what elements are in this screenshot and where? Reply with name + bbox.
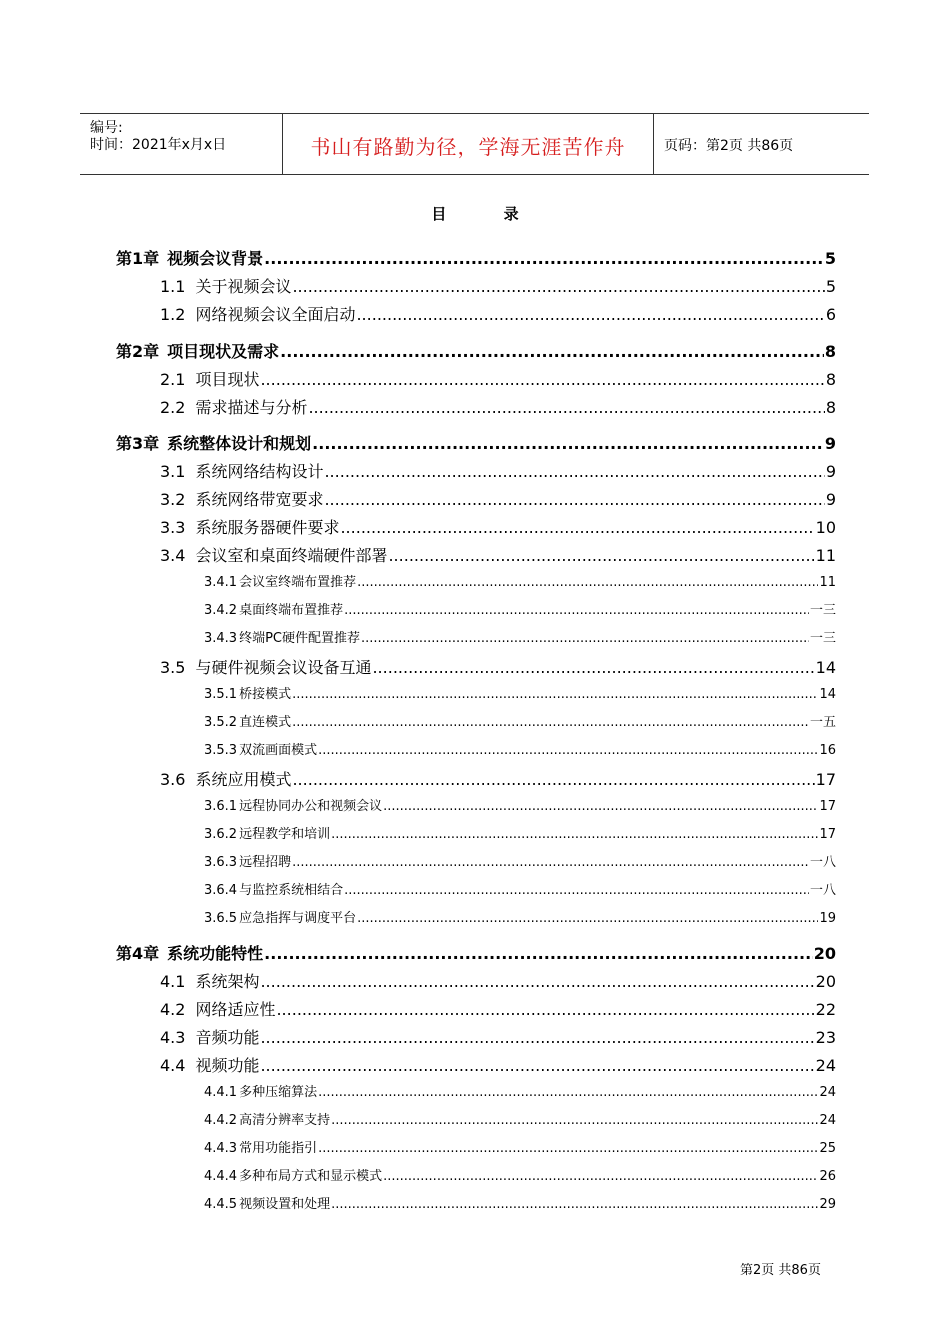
toc-entry[interactable] (160, 367, 836, 390)
toc-entry-page: 9 (825, 490, 836, 509)
toc-entry-label (160, 997, 275, 1020)
toc-entry-number: 4.4.4 (204, 1169, 238, 1184)
toc-dot-leader (357, 911, 818, 926)
toc-entry[interactable] (160, 543, 836, 566)
toc-entry-number: 4.4.3 (204, 1141, 238, 1156)
toc-entry-page: 24 (819, 1085, 836, 1100)
toc-dot-leader (260, 370, 824, 389)
toc-entry[interactable] (204, 907, 836, 926)
toc-dot-leader (344, 883, 809, 898)
toc-entry-text: 多种布局方式和显示模式 (239, 1169, 383, 1184)
toc-entry[interactable] (204, 1081, 836, 1100)
toc-entry[interactable] (160, 969, 836, 992)
toc-dot-leader (383, 799, 818, 814)
toc-entry[interactable] (160, 395, 836, 418)
toc-entry-number: 4.4.2 (204, 1113, 238, 1128)
toc-entry-page: 11 (815, 546, 836, 565)
toc-entry-label (160, 515, 339, 538)
footer-page-number: 第2页 共86页 (740, 1263, 821, 1278)
toc-entry[interactable] (204, 599, 836, 618)
toc-entry-text: 视频功能 (195, 1056, 260, 1075)
toc-entry-number: 3.4 (160, 546, 186, 565)
toc-entry-number: 3.3 (160, 518, 186, 537)
toc-entry-text: 高清分辨率支持 (239, 1113, 331, 1128)
toc-entry-number: 3.6.4 (204, 883, 238, 898)
toc-entry-number: 3.5.2 (204, 715, 238, 730)
toc-dot-leader (292, 277, 824, 296)
toc-dot-leader (331, 827, 818, 842)
toc-entry-number: 第3章 (116, 434, 160, 453)
toc-entry-page: 10 (815, 518, 836, 537)
toc-dot-leader (388, 546, 814, 565)
toc-entry-label (160, 302, 355, 325)
document-header (80, 113, 869, 175)
toc-entry-number: 3.6.1 (204, 799, 238, 814)
toc-entry-label (204, 571, 356, 590)
toc-entry-text: 与硬件视频会议设备互通 (195, 658, 372, 677)
toc-entry-label (204, 1137, 317, 1156)
toc-dot-leader (324, 462, 824, 481)
toc-entry-page: 22 (815, 1000, 836, 1019)
toc-entry-number: 3.4.2 (204, 603, 238, 618)
toc-dot-leader (292, 687, 818, 702)
toc-dot-leader (361, 631, 809, 646)
toc-entry-page: 5 (824, 249, 836, 268)
toc-entry-text: 网络适应性 (195, 1000, 276, 1019)
toc-dot-leader (260, 972, 814, 991)
toc-entry[interactable] (204, 795, 836, 814)
toc-entry-label (204, 851, 291, 870)
toc-entry-page: 8 (825, 398, 836, 417)
toc-dot-leader (324, 490, 824, 509)
toc-entry-number: 4.1 (160, 972, 186, 991)
toc-entry-text: 与监控系统相结合 (239, 883, 344, 898)
toc-dot-leader (344, 603, 809, 618)
toc-entry-text: 系统服务器硬件要求 (195, 518, 340, 537)
toc-entry-page: 一八 (809, 855, 836, 870)
toc-entry[interactable] (160, 997, 836, 1020)
toc-entry-page: 11 (819, 575, 836, 590)
toc-entry-text: 桥接模式 (239, 687, 292, 702)
toc-entry-number: 第4章 (116, 944, 160, 963)
toc-dot-leader (264, 249, 824, 268)
toc-entry[interactable] (160, 274, 836, 297)
toc-entry-page: 5 (825, 277, 836, 296)
toc-dot-leader (260, 1056, 814, 1075)
toc-dot-leader (318, 1141, 818, 1156)
toc-entry-page: 26 (819, 1169, 836, 1184)
toc-entry[interactable] (160, 1053, 836, 1076)
toc-entry-label (204, 795, 382, 814)
toc-entry-number: 1.2 (160, 305, 186, 324)
toc-entry-label (160, 655, 371, 678)
toc-entry-text: 系统功能特性 (167, 944, 264, 963)
toc-entry-number: 第1章 (116, 249, 160, 268)
toc-entry-text: 系统网络结构设计 (195, 462, 324, 481)
toc-entry[interactable] (160, 459, 836, 482)
toc-entry-number: 3.6 (160, 770, 186, 789)
toc-entry-page: 24 (819, 1113, 836, 1128)
toc-entry-label (204, 1165, 382, 1184)
toc-entry-page: 一三 (809, 631, 836, 646)
toc-entry-number: 3.2 (160, 490, 186, 509)
toc-entry-label (116, 246, 263, 269)
toc-entry-label (160, 1053, 259, 1076)
toc-entry-label (160, 767, 291, 790)
toc-entry-text: 项目现状 (195, 370, 260, 389)
toc-entry-page: 6 (825, 305, 836, 324)
toc-entry[interactable] (160, 515, 836, 538)
header-page-cell (654, 114, 869, 174)
toc-entry-page: 23 (815, 1028, 836, 1047)
toc-entry-page: 17 (819, 827, 836, 842)
toc-entry-text: 会议室和桌面终端硬件部署 (195, 546, 388, 565)
header-motto-cell (282, 114, 654, 174)
toc-entry-number: 4.3 (160, 1028, 186, 1047)
toc-entry-label (204, 739, 317, 758)
toc-entry[interactable] (204, 1109, 836, 1128)
toc-entry-text: 应急指挥与调度平台 (239, 911, 357, 926)
toc-entry-page: 16 (819, 743, 836, 758)
toc-entry-text: 系统架构 (195, 972, 260, 991)
toc-entry-label (116, 431, 311, 454)
toc-entry-page: 24 (815, 1056, 836, 1075)
toc-entry-page: 8 (825, 370, 836, 389)
toc-entry-number: 3.4.1 (204, 575, 238, 590)
toc-entry-page: 14 (815, 658, 836, 677)
toc-entry-text: 远程教学和培训 (239, 827, 331, 842)
toc-entry[interactable] (160, 767, 836, 790)
toc-dot-leader (292, 715, 809, 730)
toc-entry-label (160, 367, 259, 390)
toc-entry-page: 25 (819, 1141, 836, 1156)
toc-dot-leader (318, 1085, 818, 1100)
toc-entry-page: 17 (819, 799, 836, 814)
toc-entry-label (204, 627, 360, 646)
toc-entry-label (116, 339, 279, 362)
toc-entry-text: 系统应用模式 (195, 770, 292, 789)
toc-entry[interactable] (204, 1193, 836, 1212)
toc-entry-text: 视频设置和处理 (239, 1197, 331, 1212)
toc-dot-leader (312, 434, 824, 453)
header-page-label: 页码：第2页 共86页 (664, 138, 794, 154)
toc-entry-label (204, 1193, 330, 1212)
toc-dot-leader (292, 855, 809, 870)
toc-entry-page: 9 (824, 434, 836, 453)
toc-entry-text: 常用功能指引 (239, 1141, 318, 1156)
toc-entry-label (204, 711, 291, 730)
toc-dot-leader (331, 1113, 818, 1128)
toc-entry-text: 项目现状及需求 (167, 342, 280, 361)
toc-dot-leader (292, 770, 814, 789)
toc-entry[interactable] (116, 246, 836, 269)
toc-entry-label (160, 274, 291, 297)
toc-entry-text: 直连模式 (239, 715, 292, 730)
toc-entry-text: 关于视频会议 (195, 277, 292, 296)
document-number-label: 编号: (90, 120, 123, 136)
toc-dot-leader (356, 305, 824, 324)
toc-entry-page: 一八 (809, 883, 836, 898)
toc-entry-text: 双流画面模式 (239, 743, 318, 758)
toc-entry-page: 8 (824, 342, 836, 361)
toc-entry[interactable] (204, 1165, 836, 1184)
toc-entry[interactable] (116, 431, 836, 454)
header-motto: 书山有路勤为径，学海无涯苦作舟 (310, 135, 626, 159)
toc-entry-page: 一五 (809, 715, 836, 730)
toc-entry-page: 29 (819, 1197, 836, 1212)
toc-entry-number: 4.4 (160, 1056, 186, 1075)
toc-dot-leader (318, 743, 818, 758)
toc-entry-text: 需求描述与分析 (195, 398, 308, 417)
toc-entry-text: 会议室终端布置推荐 (239, 575, 357, 590)
toc-entry-label (204, 907, 356, 926)
toc-entry-label (160, 459, 323, 482)
toc-entry-number: 3.6.3 (204, 855, 238, 870)
toc-entry-text: 视频会议背景 (167, 249, 264, 268)
toc-entry-text: 桌面终端布置推荐 (239, 603, 344, 618)
toc-entry-number: 第2章 (116, 342, 160, 361)
toc-entry-text: 系统整体设计和规划 (167, 434, 312, 453)
toc-entry-number: 3.5.3 (204, 743, 238, 758)
toc-entry-page: 一三 (809, 603, 836, 618)
toc-entry-page: 20 (813, 944, 836, 963)
toc-entry-text: 网络视频会议全面启动 (195, 305, 356, 324)
toc-entry-number: 3.5 (160, 658, 186, 677)
toc-entry[interactable] (204, 627, 836, 646)
toc-entry-number: 3.6.5 (204, 911, 238, 926)
toc-entry-text: 多种压缩算法 (239, 1085, 318, 1100)
toc-entry-page: 19 (819, 911, 836, 926)
toc-dot-leader (280, 342, 824, 361)
toc-entry-number: 4.4.5 (204, 1197, 238, 1212)
toc-dot-leader (383, 1169, 818, 1184)
toc-entry-label (160, 543, 387, 566)
toc-entry-number: 3.5.1 (204, 687, 238, 702)
toc-entry-page: 17 (815, 770, 836, 789)
toc-entry-text: 系统网络带宽要求 (195, 490, 324, 509)
toc-entry-number: 3.6.2 (204, 827, 238, 842)
toc-entry[interactable] (204, 683, 836, 702)
toc-dot-leader (372, 658, 814, 677)
toc-entry[interactable] (160, 655, 836, 678)
toc-entry[interactable] (204, 739, 836, 758)
toc-dot-leader (357, 575, 818, 590)
toc-entry-page: 20 (815, 972, 836, 991)
toc-entry[interactable] (116, 941, 836, 964)
toc-entry-text: 终端PC硬件配置推荐 (239, 631, 360, 646)
toc-entry-number: 3.1 (160, 462, 186, 481)
toc-entry-page: 9 (825, 462, 836, 481)
toc-entry[interactable] (204, 851, 836, 870)
toc-entry[interactable] (204, 879, 836, 898)
toc-entry[interactable] (116, 339, 836, 362)
toc-entry-number: 1.1 (160, 277, 186, 296)
toc-entry-text: 音频功能 (195, 1028, 260, 1047)
toc-entry[interactable] (204, 823, 836, 842)
toc-entry-text: 远程协同办公和视频会议 (239, 799, 383, 814)
toc-entry-number: 4.2 (160, 1000, 186, 1019)
toc-entry-number: 3.4.3 (204, 631, 238, 646)
toc-entry[interactable] (160, 487, 836, 510)
toc-entry[interactable] (160, 302, 836, 325)
toc-dot-leader (264, 944, 813, 963)
toc-entry-label (204, 683, 291, 702)
toc-dot-leader (331, 1197, 818, 1212)
toc-dot-leader (260, 1028, 814, 1047)
toc-entry-label (160, 487, 323, 510)
toc-entry-text: 远程招聘 (239, 855, 292, 870)
toc-entry[interactable] (160, 1025, 836, 1048)
toc-entry-number: 2.2 (160, 398, 186, 417)
toc-dot-leader (308, 398, 824, 417)
toc-entry-label (204, 599, 343, 618)
toc-title: 目 录 (431, 205, 545, 223)
toc-entry-label (204, 1109, 330, 1128)
toc-entry-label (204, 879, 343, 898)
toc-dot-leader (276, 1000, 814, 1019)
toc-entry-label (116, 941, 263, 964)
document-date-label: 时间：2021年x月x日 (90, 137, 227, 153)
toc-entry-page: 14 (819, 687, 836, 702)
toc-dot-leader (340, 518, 814, 537)
toc-entry-label (160, 1025, 259, 1048)
toc-entry[interactable] (204, 1137, 836, 1156)
toc-entry-label (204, 1081, 317, 1100)
toc-entry-label (160, 395, 307, 418)
toc-entry-label (204, 823, 330, 842)
header-meta-cell (80, 114, 280, 174)
toc-entry-label (160, 969, 259, 992)
toc-entry[interactable] (204, 571, 836, 590)
toc-entry[interactable] (204, 711, 836, 730)
toc-entry-number: 4.4.1 (204, 1085, 238, 1100)
toc-entry-number: 2.1 (160, 370, 186, 389)
